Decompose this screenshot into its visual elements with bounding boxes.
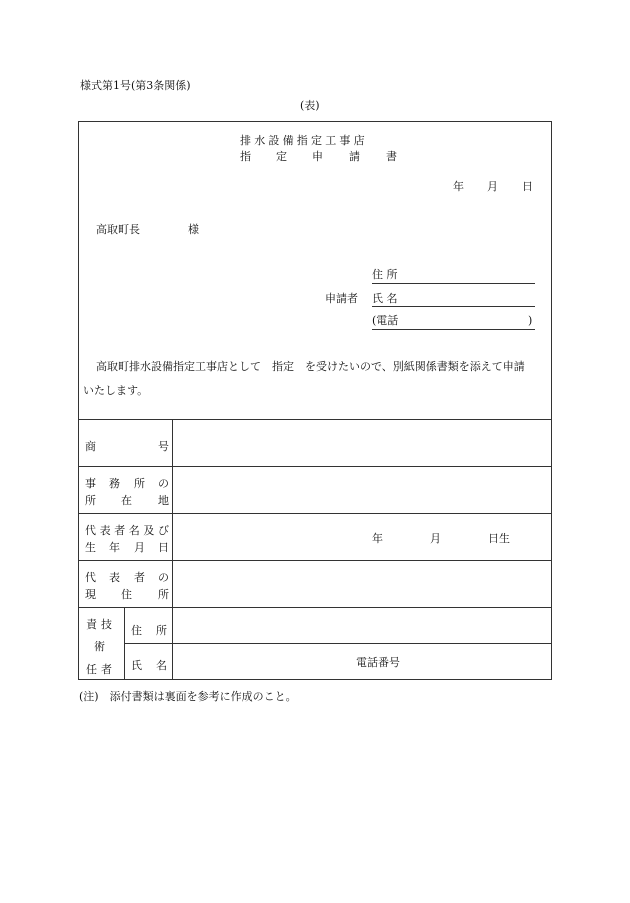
row-divider bbox=[78, 513, 552, 514]
applicant-address-line[interactable] bbox=[372, 283, 535, 284]
label-char: 代 bbox=[85, 571, 96, 584]
birth-day-label: 日生 bbox=[488, 532, 510, 545]
label-char: 所 bbox=[156, 624, 167, 637]
label-char: 者 bbox=[114, 524, 126, 537]
label-char: 住 bbox=[121, 588, 132, 601]
row-divider bbox=[78, 466, 552, 467]
label-char: 者 bbox=[134, 571, 145, 584]
label-char: 名 bbox=[156, 659, 167, 672]
label-char: 表 bbox=[99, 524, 111, 537]
title-char: 指 bbox=[240, 150, 251, 163]
label-char: 月 bbox=[134, 541, 145, 554]
label-char: 及 bbox=[143, 524, 155, 537]
label-char: 所 bbox=[134, 477, 145, 490]
request-text-line1: 高取町排水設備指定工事店として 指定 を受けたいので、別紙関係書類を添えて申請 bbox=[96, 360, 525, 373]
label-char: 現 bbox=[85, 588, 96, 601]
engineer-name-field[interactable] bbox=[174, 645, 344, 679]
label-char: 住 bbox=[131, 624, 142, 637]
label-char: の bbox=[158, 477, 169, 490]
label-char: 術 bbox=[94, 640, 105, 653]
label-char: 名 bbox=[128, 524, 140, 537]
form-title-line1: 排水設備指定工事店 bbox=[240, 134, 368, 147]
label-char: 地 bbox=[158, 494, 169, 507]
label-char: 氏 bbox=[131, 659, 142, 672]
rep-address-field[interactable] bbox=[174, 562, 551, 606]
label-char: 責 bbox=[86, 618, 97, 631]
applicant-name-label: 氏 名 bbox=[372, 292, 398, 305]
label-char: 所 bbox=[158, 588, 169, 601]
date-month-label: 月 bbox=[487, 180, 498, 193]
label-char: 者 bbox=[101, 663, 112, 676]
footnote: (注) 添付書類は裏面を参考に作成のこと。 bbox=[79, 690, 297, 703]
table-top-line bbox=[78, 419, 552, 420]
label-char: 事 bbox=[85, 477, 96, 490]
label-char: の bbox=[158, 571, 169, 584]
label-char: 在 bbox=[121, 494, 132, 507]
title-char: 定 bbox=[276, 150, 287, 163]
label-char: 生 bbox=[85, 541, 96, 554]
title-char: 書 bbox=[386, 150, 397, 163]
request-text-line2: いたします。 bbox=[83, 384, 149, 397]
label-char: 表 bbox=[109, 571, 120, 584]
addressee-honorific: 様 bbox=[188, 223, 199, 236]
applicant-label: 申請者 bbox=[325, 292, 358, 305]
label-char: 務 bbox=[109, 477, 120, 490]
title-char: 申 bbox=[312, 150, 323, 163]
applicant-name-line[interactable] bbox=[372, 306, 535, 307]
applicant-tel-close: ) bbox=[528, 314, 533, 327]
addressee-name: 高取町長 bbox=[96, 223, 140, 236]
label-char: 技 bbox=[101, 618, 112, 631]
applicant-tel-line[interactable] bbox=[372, 329, 535, 330]
row-divider bbox=[78, 560, 552, 561]
label-char: 所 bbox=[85, 494, 96, 507]
label-char: 号 bbox=[158, 440, 169, 453]
applicant-tel-label: (電話 bbox=[372, 314, 399, 327]
label-char: 商 bbox=[85, 440, 96, 453]
date-day-label: 日 bbox=[522, 180, 533, 193]
rep-name-field[interactable] bbox=[174, 515, 364, 559]
row-divider bbox=[124, 643, 552, 644]
phone-number-label: 電話番号 bbox=[356, 656, 400, 669]
column-divider bbox=[124, 607, 125, 680]
date-year-label: 年 bbox=[453, 180, 464, 193]
trade-name-field[interactable] bbox=[174, 421, 551, 465]
column-divider bbox=[172, 419, 173, 680]
title-char: 請 bbox=[349, 150, 360, 163]
row-divider bbox=[78, 607, 552, 608]
label-char: 任 bbox=[86, 663, 97, 676]
birth-year-label: 年 bbox=[372, 532, 383, 545]
label-char: 代 bbox=[85, 524, 96, 537]
form-number: 様式第1号(第3条関係) bbox=[80, 79, 191, 92]
label-char: 年 bbox=[109, 541, 120, 554]
engineer-address-field[interactable] bbox=[174, 609, 551, 642]
applicant-address-label: 住 所 bbox=[372, 268, 398, 281]
label-char: 日 bbox=[158, 541, 169, 554]
front-side-label: (表) bbox=[300, 99, 320, 112]
label-char: び bbox=[158, 524, 169, 537]
birth-month-label: 月 bbox=[430, 532, 441, 545]
office-address-field[interactable] bbox=[174, 468, 551, 512]
